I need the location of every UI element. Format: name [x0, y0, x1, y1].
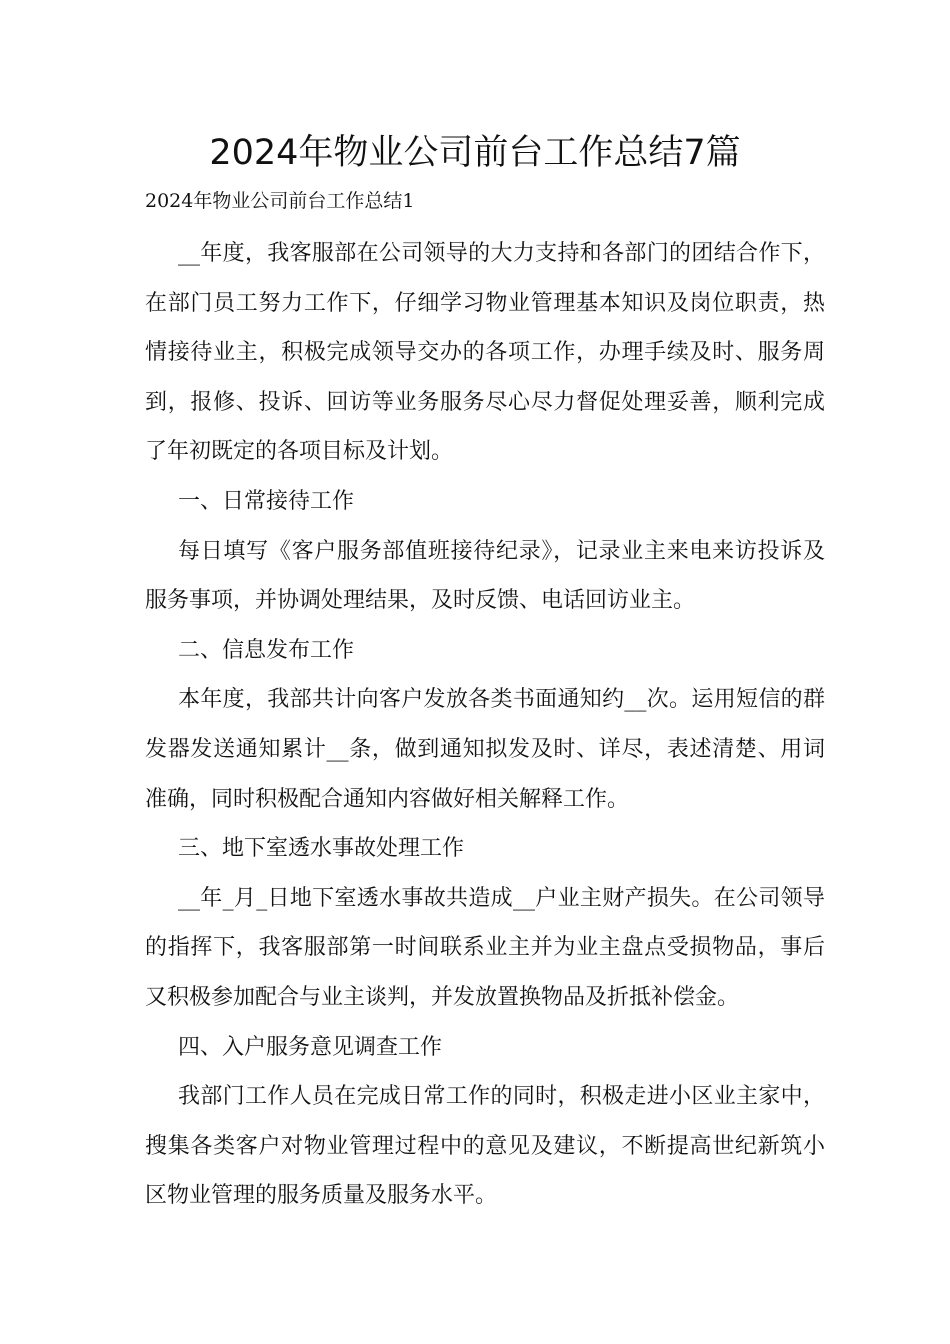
- paragraph-info-release: 本年度，我部共计向客户发放各类书面通知约__次。运用短信的群发器发送通知累计__条，做到通知拟发及时、详尽，表述清楚、用词准确，同时积极配合通知内容做好相关解释工作。: [145, 687, 825, 812]
- heading-daily-reception: 一、日常接待工作: [178, 488, 355, 514]
- heading-info-release: 二、信息发布工作: [178, 637, 355, 663]
- heading-basement-incident: 三、地下室透水事故处理工作: [178, 836, 465, 862]
- paragraph-intro: __年度，我客服部在公司领导的大力支持和各部门的团结合作下，在部门员工努力工作下，仔细学习物业管理基本知识及岗位职责，热情接待业主，积极完成领导交办的各项工作，办理手续及时、服务周到，报修、投诉、回访等业务服务尽心尽力督促处理妥善，顺利完成了年初既定的各项目标及计划。: [145, 241, 825, 465]
- document-title: 2024年物业公司前台工作总结7篇: [209, 133, 741, 173]
- paragraph-daily-reception: 每日填写《客户服务部值班接待纪录》，记录业主来电来访投诉及服务事项，并协调处理结果，及时反馈、电话回访业主。: [145, 538, 825, 614]
- paragraph-basement-incident: __年_月_日地下室透水事故共造成__户业主财产损失。在公司领导的指挥下，我客服部第一时间联系业主并为业主盘点受损物品，事后又积极参加配合与业主谈判，并发放置换物品及折抵补偿金。: [145, 885, 825, 1010]
- paragraph-home-survey: 我部门工作人员在完成日常工作的同时，积极走进小区业主家中，搜集各类客户对物业管理过程中的意见及建议，不断提高世纪新筑小区物业管理的服务质量及服务水平。: [145, 1084, 825, 1209]
- heading-home-survey: 四、入户服务意见调查工作: [178, 1034, 443, 1060]
- section-subtitle: 2024年物业公司前台工作总结1: [145, 190, 415, 212]
- document-body: [145, 229, 825, 1221]
